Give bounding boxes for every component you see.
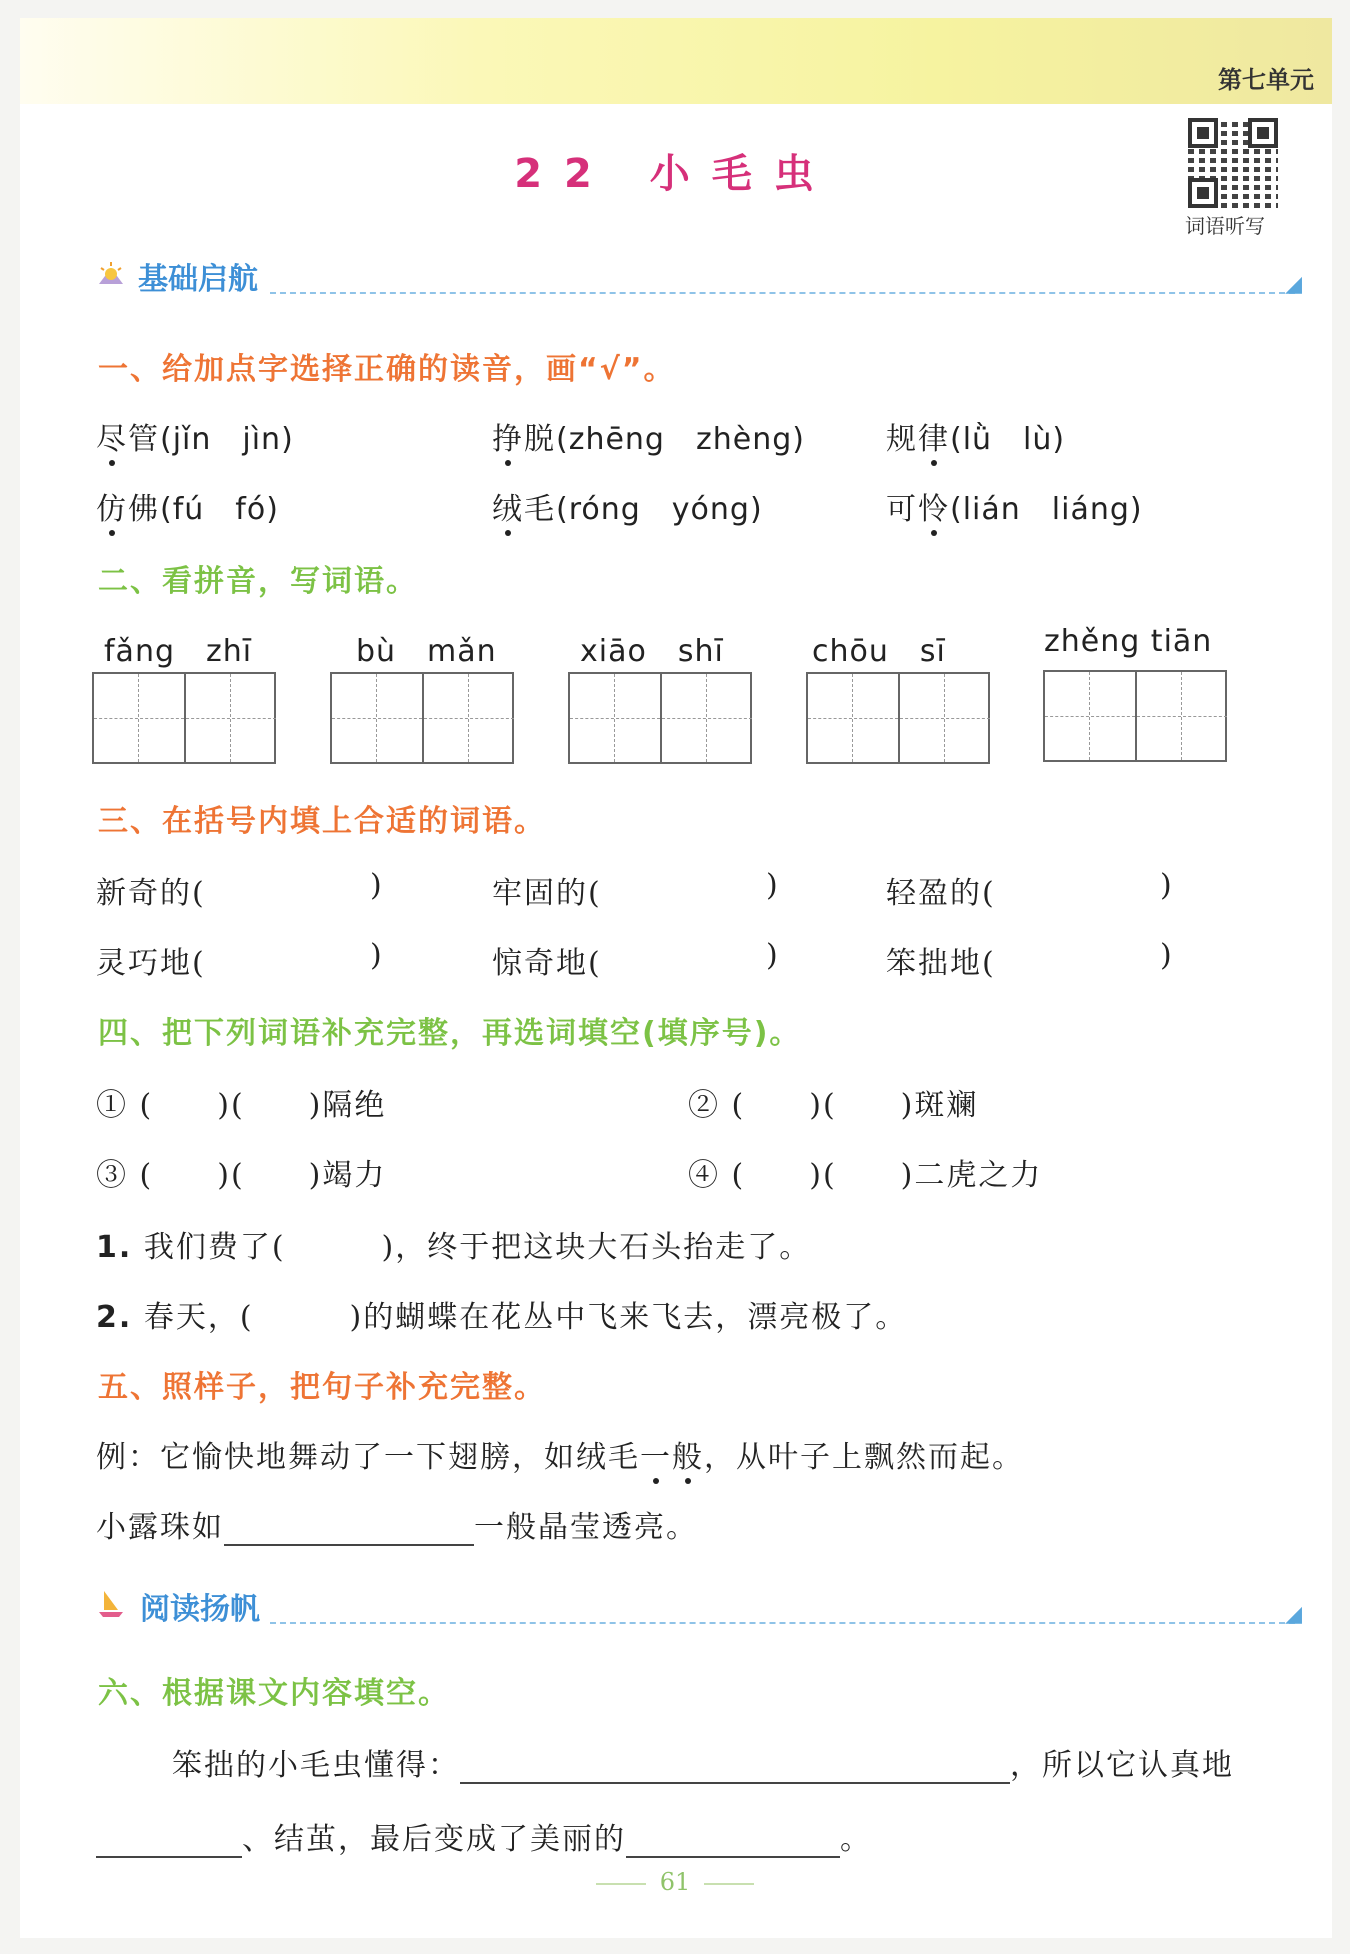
idiom-item[interactable]: ② ( )( )斑斓 bbox=[688, 1088, 979, 1123]
reading-fill-line-1[interactable]: 笨拙的小毛虫懂得： ，所以它认真地 bbox=[172, 1748, 1234, 1783]
section-divider bbox=[270, 292, 1295, 294]
answer-blank[interactable] bbox=[96, 1820, 242, 1858]
worksheet-page bbox=[20, 18, 1332, 1938]
q1-item[interactable]: 仿佛(fú fó) bbox=[96, 484, 279, 528]
qr-label: 词语听写 bbox=[1185, 214, 1265, 238]
pinyin-label: chōu sī bbox=[812, 634, 946, 669]
pinyin-label: fǎng zhī bbox=[104, 634, 253, 669]
pinyin-label: xiāo shī bbox=[580, 634, 724, 669]
q2-prompt: 二、看拼音，写词语。 bbox=[98, 564, 418, 599]
writing-grid[interactable] bbox=[92, 672, 276, 764]
section-divider bbox=[270, 1622, 1295, 1624]
fill-phrase: 灵巧地( bbox=[96, 946, 206, 981]
fill-phrase: 轻盈的( bbox=[886, 876, 996, 911]
q1-item[interactable]: 可怜(lián liáng) bbox=[886, 484, 1143, 528]
pinyin-label: bù mǎn bbox=[356, 634, 497, 669]
q1-item[interactable]: 规律(lǜ lù) bbox=[886, 414, 1065, 458]
q1-prompt: 一、给加点字选择正确的读音，画“√”。 bbox=[98, 352, 676, 387]
paren-close: ) bbox=[1160, 868, 1174, 903]
fill-phrase: 惊奇地( bbox=[492, 946, 602, 981]
fill-sentence-1[interactable]: 1. 我们费了( )，终于把这块大石头抬走了。 bbox=[96, 1230, 812, 1265]
q1-item[interactable]: 挣脱(zhēng zhèng) bbox=[492, 414, 805, 458]
writing-grid[interactable] bbox=[330, 672, 514, 764]
imitation-sentence[interactable]: 小露珠如 一般晶莹透亮。 bbox=[96, 1510, 698, 1545]
q3-prompt: 三、在括号内填上合适的词语。 bbox=[98, 804, 546, 839]
idiom-item[interactable]: ① ( )( )隔绝 bbox=[96, 1088, 387, 1123]
paren-close: ) bbox=[766, 868, 780, 903]
sail-icon: ◢ bbox=[1285, 1602, 1302, 1627]
idiom-item[interactable]: ③ ( )( )竭力 bbox=[96, 1158, 387, 1193]
fill-phrase: 笨拙地( bbox=[886, 946, 996, 981]
paren-close: ) bbox=[766, 938, 780, 973]
answer-blank[interactable] bbox=[626, 1820, 840, 1858]
answer-blank[interactable] bbox=[224, 1508, 474, 1546]
writing-grid[interactable] bbox=[568, 672, 752, 764]
writing-grid[interactable] bbox=[1043, 670, 1227, 762]
reading-fill-line-2[interactable]: 、结茧，最后变成了美丽的 。 bbox=[96, 1814, 872, 1858]
idiom-item[interactable]: ④ ( )( )二虎之力 bbox=[688, 1158, 1043, 1193]
paren-close: ) bbox=[370, 868, 384, 903]
pinyin-label: zhěng tiān bbox=[1044, 624, 1213, 659]
page-number: 61 bbox=[0, 1868, 1350, 1896]
fill-sentence-2[interactable]: 2. 春天，( )的蝴蝶在花丛中飞来飞去，漂亮极了。 bbox=[96, 1300, 908, 1335]
unit-label: 第七单元 bbox=[1218, 66, 1314, 94]
lesson-title: 22 小毛虫 bbox=[514, 151, 836, 197]
q6-prompt: 六、根据课文内容填空。 bbox=[98, 1676, 450, 1711]
sail-icon: ◢ bbox=[1285, 272, 1302, 297]
paren-close: ) bbox=[1160, 938, 1174, 973]
q5-prompt: 五、照样子，把句子补充完整。 bbox=[98, 1370, 546, 1405]
fill-phrase: 新奇的( bbox=[96, 876, 206, 911]
example-sentence: 例：它愉快地舞动了一下翅膀，如绒毛一般，从叶子上飘然而起。 bbox=[96, 1432, 1024, 1476]
answer-blank[interactable] bbox=[460, 1746, 1010, 1784]
q1-item[interactable]: 绒毛(róng yóng) bbox=[492, 484, 763, 528]
q1-item[interactable]: 尽管(jǐn jìn) bbox=[96, 414, 294, 458]
sailboat-icon bbox=[96, 1588, 126, 1618]
fill-phrase: 牢固的( bbox=[492, 876, 602, 911]
section-basic: 基础启航 bbox=[138, 262, 258, 297]
header-band bbox=[20, 18, 1332, 104]
sun-icon bbox=[96, 258, 126, 288]
writing-grid[interactable] bbox=[806, 672, 990, 764]
paren-close: ) bbox=[370, 938, 384, 973]
q4-prompt: 四、把下列词语补充完整，再选词填空(填序号)。 bbox=[98, 1016, 802, 1051]
section-reading: 阅读扬帆 bbox=[140, 1592, 260, 1627]
